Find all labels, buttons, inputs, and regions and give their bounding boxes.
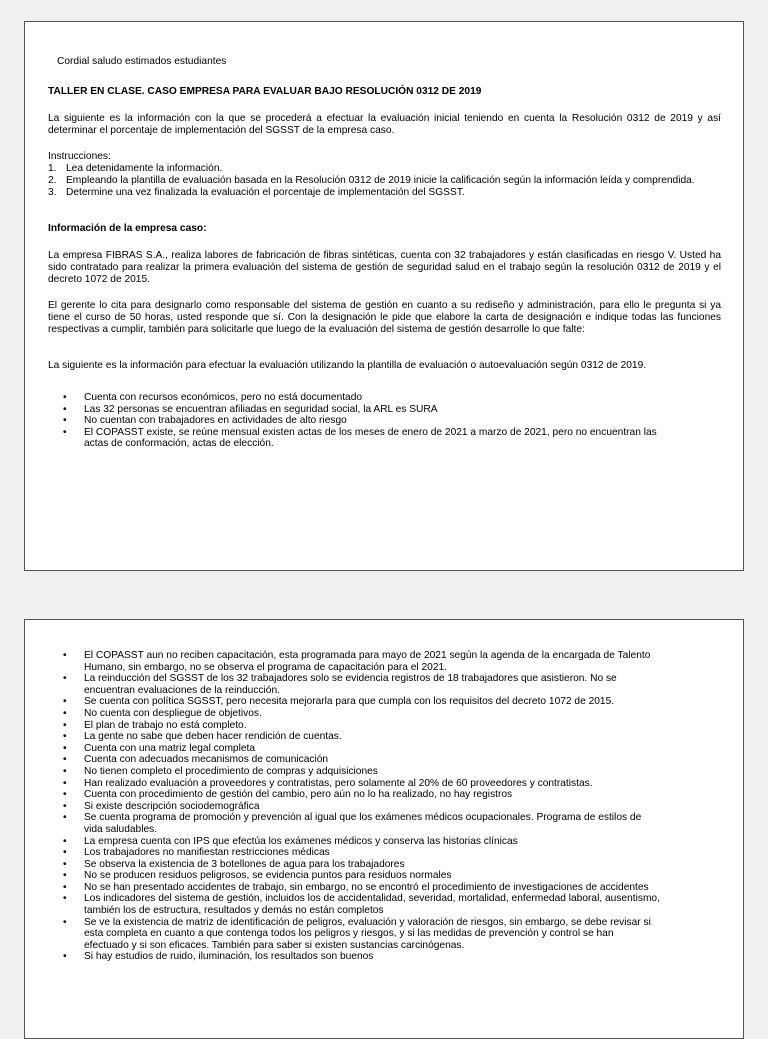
document-page-2 — [24, 619, 744, 1039]
bullet-icon: • — [63, 392, 67, 403]
instruction-item — [48, 175, 721, 187]
list-item-text: Cuenta con una matriz legal completa — [84, 742, 256, 754]
list-item-text: Si existe descripción sociodemográfica — [84, 800, 260, 812]
list-item-text: No cuentan con trabajadores en actividades de alto riesgo — [84, 415, 347, 427]
bullet-icon: • — [63, 789, 67, 801]
bullet-icon: • — [63, 731, 67, 743]
company-paragraph: La empresa FIBRAS S.A., realiza labores de fabricación de fibras sintéticas, cuenta con 32 trabajadores y están clasificadas en riesgo V. Usted ha sido contratado para realizar la primera evaluación del sistema de gestión de seguridad salud en el trabajo según la resolución 0312 de 2019 y el decreto 1072 de 2015. — [48, 250, 721, 285]
list-item — [48, 404, 721, 416]
list-item — [48, 951, 721, 963]
bullet-icon: • — [63, 893, 67, 905]
list-item — [48, 801, 721, 813]
bullet-icon: • — [63, 426, 67, 438]
list-item-text: No tienen completo el procedimiento de compras y adquisiciones — [84, 765, 378, 777]
list-item — [48, 415, 721, 427]
document-page-1 — [24, 21, 744, 571]
bullet-icon: • — [63, 742, 67, 754]
list-item — [48, 650, 721, 673]
list-item-text: El COPASST existe, se reúne mensual existen actas de los meses de enero de 2021 a marzo de 2021, pero no encuentran las actas de conformación, actas de elección. — [84, 426, 657, 450]
list-item-text: Cuenta con adecuados mecanismos de comunicación — [84, 754, 329, 766]
bullet-icon: • — [63, 858, 67, 870]
list-item — [48, 882, 721, 894]
list-item-text: No se producen residuos peligrosos, se evidencia puntos para residuos normales — [84, 870, 452, 882]
company-facts-list-continued — [48, 650, 721, 963]
instruction-number: 3. — [48, 187, 57, 198]
list-item-text: Se ve la existencia de matriz de identificación de peligros, evaluación y valoración de riesgos, sin embargo, se debe revisar si esta completa en cuanto a que contenga todos los peligros y riesgos, y si las medidas de prevención y control se han efectuado y si son eficaces. También para saber si existen sustancias carcinógenas. — [84, 916, 651, 951]
bullet-icon: • — [63, 847, 67, 859]
list-item — [48, 917, 721, 952]
list-item-text: Si hay estudios de ruido, iluminación, los resultados son buenos — [84, 951, 374, 963]
list-item — [48, 836, 721, 848]
bullet-icon: • — [63, 812, 67, 824]
list-item — [48, 392, 721, 404]
company-facts-list — [48, 392, 721, 450]
list-item — [48, 766, 721, 778]
bullet-icon: • — [63, 650, 67, 661]
list-item-text: La reinducción del SGSST de los 32 trabajadores solo se evidencia registros de 18 trabajadores que asistieron. No se encuentran evaluaciones de la reinducción. — [84, 673, 617, 696]
instruction-text: Lea detenidamente la información. — [66, 163, 223, 174]
list-item — [48, 778, 721, 790]
instruction-text: Empleando la plantilla de evaluación basada en la Resolución 0312 de 2019 inicie la calificación según la información leída y comprendida. — [66, 175, 695, 186]
list-item — [48, 720, 721, 732]
bullet-icon: • — [63, 881, 67, 893]
list-item-text: Han realizado evaluación a proveedores y contratistas, pero solamente al 20% de 60 proveedores y contratistas. — [84, 777, 593, 789]
list-item — [48, 859, 721, 871]
list-item — [48, 427, 721, 450]
instructions-label: Instrucciones: — [48, 151, 111, 162]
list-item — [48, 708, 721, 720]
bullet-icon: • — [63, 835, 67, 847]
manager-paragraph: El gerente lo cita para designarlo como responsable del sistema de gestión en cuanto a su rediseño y administración, para ello le pregunta si ya tiene el curso de 50 horas, usted responde que sí. Con la designación le pide que elabore la carta de designación e indique todas las funciones respectivas a cumplir, también para solicitarle que luego de la evaluación del sistema de gestión desarrolle lo que falte: — [48, 300, 721, 335]
list-item-text: El plan de trabajo no está completo. — [84, 719, 247, 731]
list-item-text: El COPASST aun no reciben capacitación, esta programada para mayo de 2021 según la agenda de la encargada de Talento Humano, sin embargo, no se observa el programa de capacitación para el 2021. — [84, 650, 651, 673]
list-item — [48, 870, 721, 882]
instruction-item — [48, 187, 721, 199]
list-item-text: Las 32 personas se encuentran afiliadas en seguridad social, la ARL es SURA — [84, 403, 438, 415]
list-item — [48, 812, 721, 835]
bullet-icon: • — [63, 951, 67, 963]
bullet-icon: • — [63, 754, 67, 766]
list-item-text: Se cuenta con política SGSST, pero necesita mejorarla para que cumpla con los requisitos del decreto 1072 de 2015. — [84, 696, 615, 708]
list-item-text: No cuenta con despliegue de objetivos. — [84, 707, 262, 719]
bullet-icon: • — [63, 916, 67, 928]
list-item — [48, 789, 721, 801]
list-item-text: Cuenta con procedimiento de gestión del cambio, pero aún no lo ha realizado, no hay registros — [84, 789, 513, 801]
list-item — [48, 731, 721, 743]
bullet-icon: • — [63, 870, 67, 882]
bullet-icon: • — [63, 673, 67, 685]
list-item — [48, 847, 721, 859]
bullet-icon: • — [63, 719, 67, 731]
list-item-text: Se cuenta programa de promoción y prevención al igual que los exámenes médicos ocupacionales. Programa de estilos de vida saludables. — [84, 812, 642, 835]
intro-paragraph: La siguiente es la información con la que se procederá a efectuar la evaluación inicial teniendo en cuenta la Resolución 0312 de 2019 y así determinar el porcentaje de implementación del SGSST de la empresa caso. — [48, 113, 721, 136]
section-heading: Información de la empresa caso: — [48, 223, 207, 234]
bullet-icon: • — [63, 696, 67, 708]
bullet-icon: • — [63, 415, 67, 427]
list-item — [48, 743, 721, 755]
list-item-text: No se han presentado accidentes de trabajo, sin embargo, no se encontró el procedimiento de investigaciones de accidentes — [84, 881, 649, 893]
bullet-icon: • — [63, 403, 67, 415]
greeting: Cordial saludo estimados estudiantes — [57, 56, 227, 67]
list-item-text: Cuenta con recursos económicos, pero no está documentado — [84, 392, 363, 403]
instruction-item — [48, 163, 721, 175]
document-title: TALLER EN CLASE. CASO EMPRESA PARA EVALUAR BAJO RESOLUCIÓN 0312 DE 2019 — [48, 86, 482, 97]
evaluation-info-paragraph: La siguiente es la información para efectuar la evaluación utilizando la plantilla de evaluación o autoevaluación según 0312 de 2019. — [48, 360, 647, 371]
list-item-text: Los trabajadores no manifiestan restricciones médicas — [84, 847, 330, 859]
bullet-icon: • — [63, 777, 67, 789]
list-item-text: Se observa la existencia de 3 botellones de agua para los trabajadores — [84, 858, 405, 870]
list-item — [48, 893, 721, 916]
bullet-icon: • — [63, 765, 67, 777]
instructions-list — [48, 163, 721, 199]
list-item — [48, 754, 721, 766]
list-item — [48, 673, 721, 696]
list-item-text: La empresa cuenta con IPS que efectúa los exámenes médicos y conserva las historias clínicas — [84, 835, 518, 847]
bullet-icon: • — [63, 707, 67, 719]
instruction-number: 2. — [48, 175, 57, 186]
instruction-number: 1. — [48, 163, 57, 174]
list-item-text: La gente no sabe que deben hacer rendición de cuentas. — [84, 731, 342, 743]
list-item — [48, 696, 721, 708]
list-item-text: Los indicadores del sistema de gestión, incluidos los de accidentalidad, severidad, mortalidad, enfermedad laboral, ausentismo, también los de estructura, resultados y demás no están completos — [84, 893, 660, 917]
bullet-icon: • — [63, 800, 67, 812]
instruction-text: Determine una vez finalizada la evaluación el porcentaje de implementación del SGSST. — [66, 187, 465, 198]
